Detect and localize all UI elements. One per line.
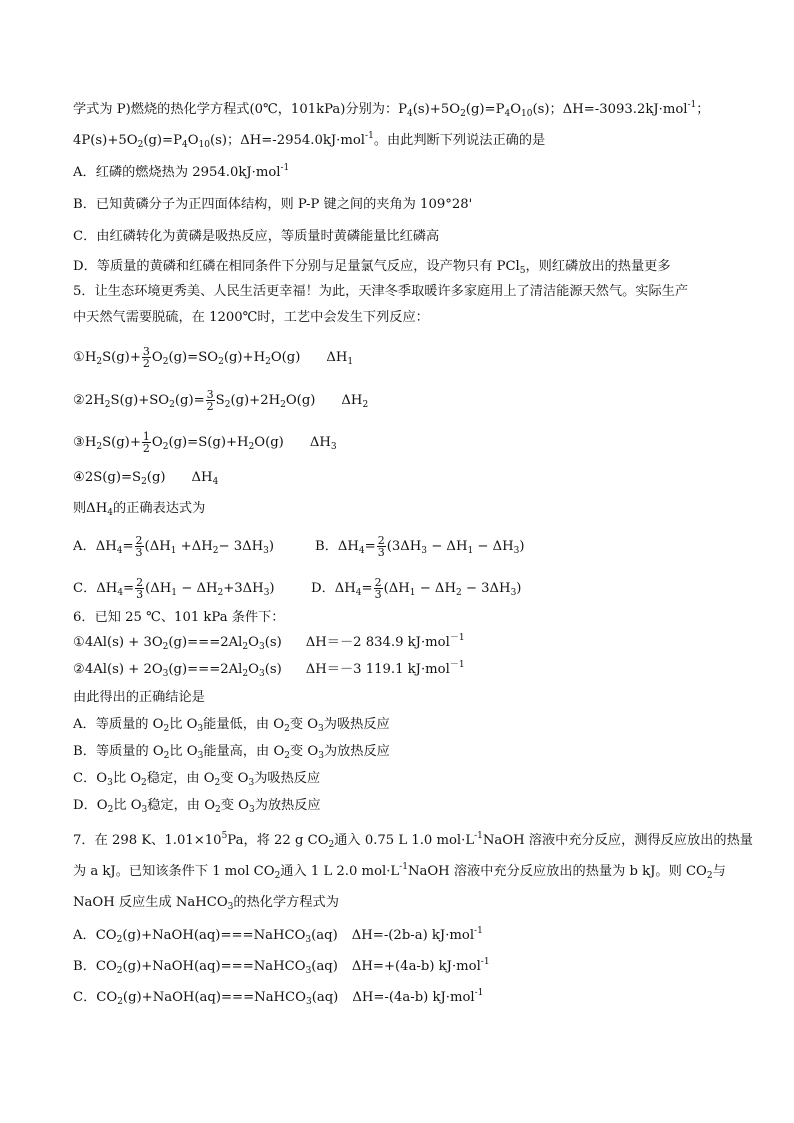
q5-reaction-4: $④2S(g)=S_2(g)$ $\Delta H_4$ — [73, 470, 219, 487]
q5-option-a: A．$\Delta H_4=$ $\frac{2}{3}$ $(\Delta H_1 +\Delta H_2- 3\Delta H_3)$ — [73, 534, 274, 559]
q6-question: 由此得出的正确结论是 — [73, 690, 205, 705]
q7-option-c: C．$CO_2(g)+NaOH(aq)===NaHCO_3(aq)$ ΔH=-(4a-b) kJ·mol$^{-1}$ — [73, 988, 484, 1007]
q7-stem-line-1: 7．在 298 K、$1.01\times 10^5Pa$，将 22 g $CO_2$通入 0.75 L 1.0 $mol\cdot L^{-1}NaOH$ 溶液中充分反应，测得反应放出的热量 — [73, 831, 753, 850]
q6-option-c: C．$O_3$比 $O_2$稳定，由 $O_2$变 $O_3$为吸热反应 — [73, 771, 321, 788]
q6-stem: 6．已知 25 ℃、101 kPa 条件下： — [73, 610, 285, 625]
fraction: $\frac{2}{3}$ — [377, 534, 385, 559]
q5-stem-line-1: 5．让生态环境更秀美、人民生活更幸福！为此，天津冬季取暖许多家庭用上了清洁能源天然气。实际生产 — [73, 284, 689, 299]
q7-option-b: B．$CO_2(g)+NaOH(aq)===NaHCO_3(aq)$ ΔH=+(4a-b) kJ·mol$^{-1}$ — [73, 957, 490, 976]
fraction: $\frac{2}{3}$ — [136, 576, 144, 601]
q5-question: 则$\Delta H_4$的正确表达式为 — [73, 501, 206, 518]
q6-option-b: B．等质量的 $O_2$比 $O_3$能量高，由 $O_2$变 $O_3$为放热反应 — [73, 744, 390, 761]
q4-option-c: C．由红磷转化为黄磷是吸热反应，等质量时黄磷能量比红磷高 — [73, 229, 440, 244]
q6-reaction-2: ②4Al(s) + $2O_3(g)===2Al_2O_3(s)$ ΔH＝－3 119.1 kJ·mol$^{-1}$ — [73, 660, 465, 679]
q4-option-b: B．已知黄磷分子为正四面体结构，则 P-P 键之间的夹角为 109°28' — [73, 197, 473, 212]
q5-stem-line-2: 中天然气需要脱硫，在 1200℃时，工艺中会发生下列反应： — [73, 310, 429, 325]
q7-option-a: A．$CO_2(g)+NaOH(aq)===NaHCO_3(aq)$ ΔH=-(2b-a) kJ·mol$^{-1}$ — [73, 926, 483, 945]
q5-reaction-1: $①H_2S(g)+$ $\frac{3}{2}$ $O_2(g)=SO_2(g)+H_2O(g)$ $\Delta H_1$ — [73, 345, 354, 370]
fraction: $\frac{2}{3}$ — [374, 576, 382, 601]
q5-option-b: B．$\Delta H_4=$ $\frac{2}{3}$ $(3\Delta H_3 - \Delta H_1 - \Delta H_3)$ — [315, 534, 525, 559]
q4-line-2: $4P(s)+5O_2(g)=P_4O_{10}(s)$；ΔH=-2954.0kJ·mol$^{-1}$。由此判断下列说法正确的是 — [73, 131, 546, 150]
q4-line-1: 学式为 P)燃烧的热化学方程式(0℃，101kPa)分别为：$P_4(s)+5O_2(g)=P_4O_{10}(s)$；ΔH=-3093.2kJ·mol$^{-1}$； — [73, 100, 710, 119]
fraction: $\frac{1}{2}$ — [142, 430, 150, 455]
q5-reaction-2: $②2H_2S(g)+SO_2(g)=$ $\frac{3}{2}$ $S_2(g)+2H_2O(g)$ $\Delta H_2$ — [73, 388, 369, 413]
fraction: $\frac{3}{2}$ — [142, 345, 150, 370]
q5-reaction-3: $③H_2S(g)+$ $\frac{1}{2}$ $O_2(g)=S(g)+H_2O(g)$ $\Delta H_3$ — [73, 430, 337, 455]
q6-option-a: A．等质量的 $O_2$比 $O_3$能量低，由 $O_2$变 $O_3$为吸热反应 — [73, 717, 390, 734]
q6-option-d: D．$O_2$比 $O_3$稳定，由 $O_2$变 $O_3$为放热反应 — [73, 798, 321, 815]
fraction: $\frac{2}{3}$ — [135, 534, 143, 559]
fraction: $\frac{3}{2}$ — [206, 388, 214, 413]
q5-option-c: C．$\Delta H_4=$ $\frac{2}{3}$ $(\Delta H_1 - \Delta H_2+3\Delta H_3)$ — [73, 576, 275, 601]
q7-stem-line-2: 为 a kJ。已知该条件下 1 mol $CO_2$通入 1 L 2.0 $mol\cdot L^{-1}NaOH$ 溶液中充分反应放出的热量为 b kJ。则 $CO_2$与 — [73, 862, 726, 881]
q4-option-a: A．红磷的燃烧热为 2954.0kJ·mol$^{-1}$ — [73, 163, 290, 180]
q5-option-d: D．$\Delta H_4=$ $\frac{2}{3}$ $(\Delta H_1 - \Delta H_2 - 3\Delta H_3)$ — [311, 576, 522, 601]
q6-reaction-1: ①4Al(s) + $3O_2(g)===2Al_2O_3(s)$ ΔH＝－2 834.9 kJ·mol$^{-1}$ — [73, 633, 465, 652]
q4-option-d: D．等质量的黄磷和红磷在相同条件下分别与足量氯气反应，设产物只有 PCl$_5$，则红磷放出的热量更多 — [73, 259, 671, 276]
q7-stem-line-3: NaOH 反应生成 NaHCO$_3$的热化学方程式为 — [73, 895, 339, 912]
